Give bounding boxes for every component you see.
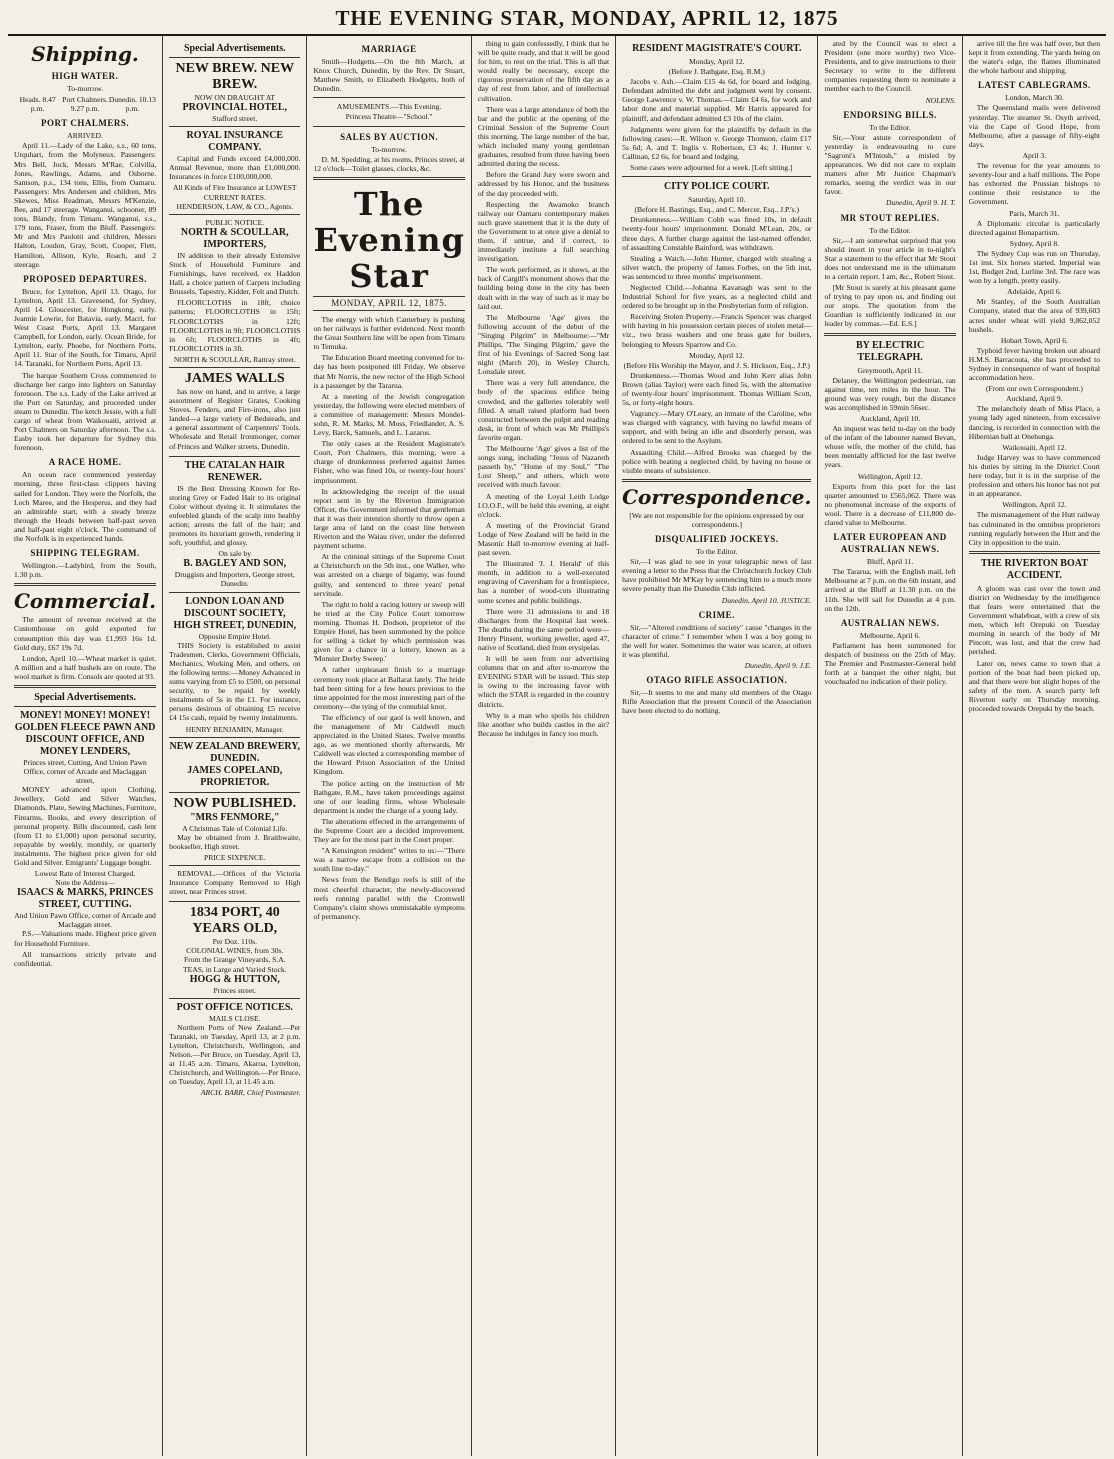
tide-port: Port Chalmers. 9.27 p.m.: [62, 95, 108, 114]
james-walls-text: has now on hand, and to arrive, a large assortment of Register Grates, Cooking Stoves, Fenders, and Fire-irons, also just landed—a large variety of Bedsteads, and a general assortment of Carpenters' Tools. Wholesale and Retail Ironmonger, corner of Princes and Walker streets, Dunedin.: [169, 386, 301, 451]
col4-p2: There was a large attendance of both the bar and the public at the opening of the Criminal Session of the Supreme Court this morning. The large number of the bar, which included many young gentleman graduates, resulted from three having been admitted during the recess.: [477, 104, 610, 169]
crime-sign: Dunedin, April 9. J.E.: [744, 660, 812, 670]
fenmore-sub: A Christmas Tale of Colonial Life.: [182, 823, 288, 833]
endorsing-text: Sir,—Your astute correspondent of yesterday is endeavouring to cure "Sagroni's M'Intosh," a misled by appearances. We did not care to explain matters after Mr Justice Chapman's remarks, seeing the verdict was in our favor.: [824, 132, 956, 197]
london-loan-sub: Opposite Empire Hotel.: [198, 631, 271, 641]
waikouaiti-date: Waikouaiti, April 12.: [1002, 442, 1067, 452]
royal-agents: HENDERSON, LAW, & CO., Agents.: [176, 201, 294, 211]
masthead-title: THE EVENING STAR, MONDAY, APRIL 12, 1875: [335, 6, 839, 30]
london-loan-text: THIS Society is established to assist Tradesmen, Clerks, Government Officials, Mechanics, Working Men, and others, on the following terms:—Money Advanced in sums varying from £5 to £500, on personal security, to be repaid by weekly instalments of 5s in the £1. For instance, persons desirous of obtaining £5 receive £4 15s cash, repaid by twenty instalments.: [169, 640, 301, 723]
fenmore-title: "MRS FENMORE,": [190, 811, 280, 823]
race-heading: A RACE HOME.: [48, 457, 122, 468]
stafford-street: Stafford street.: [212, 114, 258, 124]
rm-date: Monday, April 12.: [688, 57, 745, 66]
jockeys-text: Sir,—I was glad to see in your telegraphic news of last evening a letter to the Press that the Christchurch Jockey Club have prohibited Mr M'Kay by sentencing him to a much more severe penalty than the Dunedin Club inflicted.: [622, 557, 812, 594]
floorcloths: FLOORCLOTHS in 18ft, choice patterns; FLOORCLOTHS in 15ft; FLOORCLOTHS in 12ft; FLOORCLOTHS in 9ft; FLOORCLOTHS in 6ft; FLOORCLOTHS in 4ft; FLOORCLOTHS in 3ft.: [169, 298, 301, 353]
auckland-date: Auckland, April 10.: [859, 414, 921, 423]
mails-close: MAILS CLOSE.: [209, 1013, 261, 1023]
april3-date: April 3.: [1022, 150, 1047, 160]
hogg-address: Princes street.: [213, 985, 257, 995]
ps-text: P.S.—Valuations made. Highest price given for Household Furniture.: [14, 929, 157, 948]
sydney-text: The Sydney Cup was run on Thursday, 1st inst. Six horses started. Imperial was 1st, Budget 2nd, Lurline 3rd. The race was won by a length, pretty easily.: [968, 248, 1101, 286]
brewery-title: NEW ZEALAND BREWERY, DUNEDIN.: [169, 740, 301, 764]
melbourne-date: Melbourne, April 6.: [859, 630, 921, 640]
london-loan-title: LONDON LOAN AND DISCOUNT SOCIETY, HIGH STREET, DUNEDIN,: [173, 595, 297, 631]
colonial-wines: COLONIAL WINES, from 30s.: [186, 946, 284, 956]
hogg-hutton-ad: [169, 901, 300, 997]
london-text: The Queensland mails were delivered yesterday. The steamer St. Osyth arrived, via the Cape of Good Hope, from Melbourne, after a passage of fifty-eight days.: [968, 103, 1101, 149]
city-text-3: Neglected Child.—Johanna Kavanagh was sent to the Industrial School for five years, as a neglected child and ordered to be brought up in the Presbyterian form of religion.: [622, 282, 812, 311]
fenmore-ad: [169, 792, 300, 865]
special-ads-heading: Special Advertisements.: [34, 691, 136, 703]
endorsing-heading: ENDORSING BILLS.: [843, 109, 937, 120]
riverton-text: A gloom was cast over the town and district on Wednesday by the intelligence that fears were entertained that the Government whaleboat, with a crew of six men, which left Orepuki on Tuesday morning in search of the body of Mr Pincott, was lost, and that the crew had perished.: [968, 583, 1101, 657]
col4-p12: There were 31 admissions to and 18 discharges from the Hospital last week. The deaths during the same period were—Henry Pinsent, working jeweller, aged 47, native of Scotland, died from erysipelas.: [477, 606, 610, 652]
tide-dunedin: Dunedin. 10.13 p.m.: [108, 95, 156, 114]
bagley-address: Druggists and Importers, George street, Dunedin.: [174, 570, 295, 589]
telegraph-heading: BY ELECTRIC TELEGRAPH.: [855, 339, 925, 363]
north-scoullar-ad: [169, 214, 300, 367]
james-walls-title: JAMES WALLS: [184, 370, 285, 386]
riverton-heading: THE RIVERTON BOAT ACCIDENT.: [980, 557, 1088, 581]
removal-text: REMOVAL.—Offices of the Victoria Insurance Company Removed to High street, near Princes street.: [169, 868, 301, 897]
leader-5: In acknowledging the receipt of the usual report sent in by the Riverton Immigration Officer, the Government informed that gentleman that it was their intention shortly to throw open a large area of land on the coast line between Riverton and the Waiau river, under the deferred payment scheme.: [313, 486, 465, 551]
jockeys-to-editor: To the Editor.: [696, 547, 738, 557]
monday-before: (Before His Worship the Mayor, and J. S. Hickson, Esq., J.P.): [623, 360, 810, 370]
confidential-text: All transactions strictly private and confidential.: [14, 949, 157, 968]
post-office-ad: [169, 998, 300, 1101]
rifle-heading: OTAGO RIFLE ASSOCIATION.: [646, 675, 788, 686]
bluff-date: Bluff, April 11.: [866, 557, 914, 567]
brewery-ad: [169, 737, 300, 792]
leader-6: At the criminal sittings of the Supreme Court at Christchurch on the 5th inst., one Walker, who was arrested on a charge of bigamy, was found guilty, and sentenced to three years' penal servitude.: [313, 552, 465, 598]
sales-heading: SALES BY AUCTION.: [340, 131, 439, 142]
rm-text-2: Judgments were given for the plaintiffs by default in the following cases:—R. Wilson v. George Thomson, claim £17 5s 6d; A. and T. Inglis v. Robertson, £3 4s; J. Hunter v. Callinan, £2 6s, for board and lodging.: [622, 124, 812, 161]
wellington2-date: Wellington, April 12.: [1002, 500, 1067, 510]
rm-court-heading: RESIDENT MAGISTRATE'S COURT.: [632, 43, 802, 54]
city-police-heading: CITY POLICE COURT.: [664, 181, 770, 193]
monday-date: Monday, April 12.: [688, 350, 745, 360]
shipping-heading: Shipping.: [31, 42, 139, 66]
royal-text: Capital and Funds exceed £4,000,000. Annual Revenue, more than £1,000,000. Insurances in force £100,000,000.: [169, 154, 301, 182]
arrivals-text: April 11.—Lady of the Lake, s.s., 60 tons, Urquhart, from the Molyneux. Passengers: Mrs Bell, Jock, Messrs M'Rae, Colvilla, Jones, Rawlings, Adams, and Osborne. Samson, p.s., 134 tons, Ellis, from Oamaru. Passengers: Mrs Andersen and children, Mrs Skewes, Miss Readman, Messrs M'Kenzie, Bee, and 17 steerage. Wanganui, schooner, 89 tons, Blandy, from Timaru. Wanganui, s.s., 179 tons, Fraser, from the Bluff. Passengers: Mr and Mrs Paolotti and children, Messrs Halton, Loudon, Gray, Scott, Cooper, Flett, Hamilton, Allison, Kyle, Roach, and 2 steerage.: [14, 141, 157, 269]
wellington-date: Wellington, April 12.: [857, 471, 923, 481]
auck-text: The melancholy death of Miss Place, a young lady aged nineteen, from excessive dancing, is recorded in connection with the Hibernian ball at Onehunga.: [968, 404, 1101, 441]
bluff-text: The Tararua, with the English mail, left Melbourne at 7 p.m. on the 6th instant, and arrived at the Bluff at 11.30 p.m. on the 11th. She will sail for Dunedin at 4 p.m. on the 12th.: [824, 567, 956, 613]
royal-insurance-ad: [169, 126, 300, 214]
catalan-title: THE CATALAN HAIR RENEWER.: [184, 459, 285, 483]
port-chalmers-heading: PORT CHALMERS.: [41, 118, 130, 129]
rifle-text: Sir,—It seems to me and many old members of the Otago Rifle Association that the present Council of the Association have been elected to do nothing.: [622, 688, 812, 716]
leader-8: A rather unpleasant finish to a marriage ceremony took place at Ballarat lately. The bride had been sitting for a few hours previous to the time appointed for the most interesting part of the ceremony—the tying of the connubial knot.: [313, 665, 465, 711]
leader-7: The right to hold a racing lottery or sweep will be tried at the City Police Court tomorrow morning. Thomas H. Dodson, proprietor of the Empire Hotel, has been summoned by the police for selling a ticket by which permission was given for a chance in a lottery, known as a 'Monster Derby Sweep.': [313, 599, 465, 664]
australian-heading: AUSTRALIAN NEWS.: [840, 617, 940, 628]
later-news-heading: LATER EUROPEAN AND AUSTRALIAN NEWS.: [833, 532, 947, 555]
new-brew-title: NEW BREW. NEW BREW.: [175, 61, 295, 92]
mails-text: Northern Ports of New Zealand.—Per Taranaki, on Tuesday, April 13, at 2 p.m. Lyttelton, Christchurch, Wellington, and Nelson.—Per Bruce, on Tuesday, April 13, at 11.45 a.m. Timaru, Akaroa, Lyttelton, Christchurch, and Wellington.—Per Bruce, on Tuesday, April 13, at 11.45 a.m.: [169, 1022, 301, 1087]
sales-text: D. M. Spedding, at his rooms, Princes street, at 12 o'clock—Toilet glasses, clocks, &c.: [313, 154, 465, 173]
col4-p13: It will be seen from our advertising columns that on and after to-morrow the EVENING STAR will be issued. This step is owing to the increasing favor with which the STAR is regarded in the country districts.: [477, 654, 610, 709]
monday-text-2: Vagrancy.—Mary O'Leary, an inmate of the Caroline, who was charged with vagrancy, with having no lawful means of support, and with being an idle and disorderly person, was ordered to be sent to the Asylum.: [622, 409, 812, 446]
leader-4: The only cases at the Resident Magistrate's Court, Port Chalmers, this morning, were a charge of drunkenness preferred against James Fisher, who was fined 10s, or twenty-four hours' imprisonment.: [313, 439, 465, 485]
jockeys-sign: Dunedin, April 10. JUSTICE.: [721, 595, 812, 605]
column-7: [963, 36, 1106, 1456]
column-5: [616, 36, 818, 1456]
stout-text: Sir,—I am somewhat surprised that you should insert in your article in to-night's Star a statement to the effect that Mr Stout does not understand me in the ultimatum to a certain report. I am, &c., Robert Stout.: [824, 235, 956, 281]
telegram-text: Wellington.—Ladybird, from the South, 1.30 p.m.: [14, 561, 157, 580]
cablegrams-heading: LATEST CABLEGRAMS.: [978, 80, 1091, 91]
teas-line: TEAS, in Large and Varied Stock.: [182, 964, 287, 974]
grange-vineyards: From the Grange Vineyards, S.A.: [183, 955, 286, 965]
adelaide-text: Mr Stanley, of the South Australian Company, stated that the area of 939,603 acres under wheat will yield 9,862,052 bushels.: [968, 297, 1101, 334]
rm-before: (Before J. Bathgate, Esq. R.M.): [668, 67, 765, 77]
golden-fleece-ad: [14, 706, 156, 973]
draught-line: NOW ON DRAUGHT AT: [194, 93, 276, 102]
column-3: [307, 36, 471, 1456]
sydney-date: Sydney, April 8.: [1009, 238, 1060, 248]
royal-text-2: All Kinds of Fire Insurance at LOWEST CURRENT RATES.: [172, 183, 297, 202]
city-text-4: Receiving Stolen Property.—Francis Spencer was charged with having in his possession certain pieces of stolen metal—viz., two brass washers and one brass gate for boilers, belonging to Messrs Sparrow and Co.: [622, 312, 812, 349]
arrived-label: ARRIVED.: [67, 131, 103, 141]
per-doz: Per Doz. 110s.: [212, 937, 257, 947]
newspaper-flag: The Evening Star: [313, 184, 465, 295]
marriage-heading: MARRIAGE: [361, 44, 417, 54]
catalan-sale: On sale by: [218, 549, 252, 559]
catalan-ad: [169, 456, 300, 592]
marriage-text: Smith—Hodgetts.—On the 8th March, at Knox Church, Dunedin, by the Rev. Dr Stuart, Matthew Smith, to Elizabeth Hodgetts, both of Dunedin.: [313, 57, 465, 94]
golden-fleece-address: Princes street, Cutting, And Union Pawn Office, corner of Arcade and Maclaggan street,: [23, 757, 147, 786]
shipping-news: The barque Southern Cross commenced to discharge her cargo into lighters on Saturday forenoon. The s.s. Lady of the Lake arrived at the Port on Saturday, and proceeded under steam to Dunedin. The ketch Jessie, with a full cargo of wheat from Waikouaiti, arrived at Port Chalmers on Saturday afternoon. The s.s. Easby took her departure for Sydney this forenoon.: [14, 370, 157, 453]
princess-theatre: Princess Theatre—"School.": [345, 112, 433, 122]
leader-11: The alterations effected in the arrangements of the Supreme Court are a decided improvement. They are for the most part in the Court proper.: [313, 816, 465, 845]
stout-heading: MR STOUT REPLIES.: [840, 212, 940, 223]
col4-p4: Respecting the Awamoko branch railway our Oamaru contemporary makes such grave statement that it is the duty of the Government to at once give a denial to them, if untrue, and if correct, to immediately institute a full searching investigation.: [477, 199, 610, 264]
isaacs-marks: ISAACS & MARKS, PRINCES STREET, CUTTING.: [17, 887, 154, 911]
riverton-text-2: Later on, news came to town that a portion of the boat had been picked up, and that there were but slight hopes of the safety of the men. A search party left Riverton early on Thursday morning, proceeded towards Orepuki by the beach.: [968, 658, 1101, 713]
leader-12: "A Kensington resident" writes to us:—"There was a narrow escape from a collision on the south line to-day.": [313, 846, 465, 874]
col4-p10: A meeting of the Provincial Grand Lodge of New Zealand will be held in the Masonic Hall to-morrow evening at half-past seven.: [477, 520, 610, 558]
leader-13: News from the Bendigo reefs is still of the most cheerful character, the newly-discovered reefs running parallel with the Cromwell Company's claim shows unmistakable symptoms of permanency.: [313, 875, 465, 921]
column-6: [818, 36, 962, 1456]
endorsing-to: To the Editor.: [869, 122, 911, 132]
mails-sign: ARCH. BARR, Chief Postmaster.: [200, 1088, 301, 1098]
new-brew-ad: [169, 57, 300, 126]
removal-ad: [169, 865, 300, 901]
masthead: [8, 4, 1106, 36]
note-address: Note the Address—: [55, 878, 116, 888]
april3-text: The revenue for the year amounts to seventy-four and a half millions. The Pope has exhorted the Prussian bishops to continue their resistance to the Government.: [968, 161, 1101, 207]
london-date: London, March 30.: [1005, 93, 1064, 103]
departures-heading: PROPOSED DEPARTURES.: [23, 273, 147, 284]
now-published: NOW PUBLISHED.: [173, 795, 297, 811]
port-wine: 1834 PORT, 40 YEARS OLD,: [189, 905, 280, 937]
london-loan-sign: HENRY BENJAMIN, Manager.: [185, 724, 284, 734]
wellington2-text: The mismanagement of the Hutt railway has culminated in the omnibus proprietors running regularly between the Hutt and the City in opposition to the train.: [968, 510, 1101, 547]
city-date: Saturday, April 10.: [688, 195, 746, 205]
greymouth-text: Delaney, the Wellington pedestrian, ran against time, ten miles in the hour. The ground was very rough, but the distance was accomplished in 59min 56sec.: [824, 375, 956, 412]
tide-heads: Heads. 8.47 p.m.: [19, 95, 56, 114]
departures-text: Bruce, for Lyttelton, April 13. Otago, for Lyttelton, April 13. Gravesend, for Sydney, April 14. Gloucester, for Hongkong, early. Jeannie Lowrie, for Batavia, early. Macri, for West Coast Ports, April 13. Margaret Campbell, for London, early. Ocean Bride, for Lyttelton, early. Phoebe, for Northern Ports, April 11. Star of the South, for Timaru, April 14. Taranaki, for Northern Ports, April 13.: [14, 286, 157, 369]
edition-date: MONDAY, APRIL 12, 1875.: [313, 296, 464, 311]
nolens-sign: NOLENS.: [925, 95, 956, 105]
monday-text: Drunkenness.—Thomas Wood and John Kerr alias John Brown (alias Taylor) were each fined 5s, with the alternative of twenty-four hours' imprisonment. Thomas William Scott, 5s, or forty-eight hours.: [622, 370, 812, 408]
monday-text-3: Assaulting Child.—Alfred Brooks was charged by the police with beating a neglected child, by having no house or visible means of subsistence.: [622, 447, 812, 475]
col4-p9: A meeting of the Loyal Leith Lodge I.O.O.F., will be held this evening, at eight o'clock.: [477, 491, 610, 519]
commercial-text: The amount of revenue received at the Customhouse on gold exported for consumption this day was £1,993 16s 1d. Gold duty, £67 19s 7d.: [14, 615, 157, 652]
amusements-heading: AMUSEMENTS.—This Evening.: [336, 102, 442, 112]
paris-date: Paris, March 31.: [1009, 208, 1060, 218]
col6-p1: ated by the Council was to elect a President (one more worthy) two Vice-Presidents, and to give instructions to their Secretary to write to the different companies requesting them to nominate a member each to the Council.: [824, 39, 956, 94]
wellington-text: Exports from this port for the last quarter amounted to £565,062. There was no phenomenal increase of the exports of wool. There is a decrease of £11,800 de-clared value to Melbourne.: [824, 481, 956, 528]
fenmore-price: PRICE SIXPENCE.: [203, 852, 266, 862]
col4-p11: The Illustrated 'J. J. Herald' of this month, in addition to a well-executed engraving of Caversham for a frontispiece, has a number of wood-cuts illustrating some scenes and public buildings.: [477, 559, 610, 605]
waikouaiti-text: Judge Harvey was to have commenced his duties by sitting in the District Court here today, but it is in the surprise of the profession and others his honor has not put in an appearance.: [968, 452, 1101, 499]
high-water-heading: HIGH WATER.: [51, 71, 119, 81]
fenmore-text: May be obtained from J. Braithwaite, bookseller, High street.: [169, 832, 301, 851]
adelaide-date: Adelaide, April 6.: [1007, 287, 1062, 297]
commercial-text-2: London, April 10.—Wheat market is quiet. A million and a half bushels are on route. The wool market is firm. Consols are quoted at 93.: [14, 653, 157, 681]
column-1: [8, 36, 163, 1456]
col4-p7: There was a very full attendance, the body of the spacious edifice being crowded, and the galleries tolerably well filled. A small raised platform had been constructed between the pulpit and reading desk, in front of which was Mr Phillips's favorite organ.: [477, 378, 610, 442]
jockeys-heading: DISQUALIFIED JOCKEYS.: [655, 534, 779, 545]
telegram-heading: SHIPPING TELEGRAM.: [30, 548, 140, 559]
royal-title: ROYAL INSURANCE COMPANY.: [186, 130, 284, 154]
isaacs-address: And Union Pawn Office, corner of Arcade and Maclaggan street.: [14, 911, 156, 930]
col4-p1: thing to gain confessedly, I think that he will be quite ready, and that it will be good for him, to rest on the trial. This is all that would really be necessary, except the rigorous preservation of the fifth day as a day of rest from labor, and of intellectual cultivation.: [477, 39, 610, 103]
provincial-hotel: PROVINCIAL HOTEL,: [182, 102, 288, 114]
stout-text-2: [Mr Stout is surely at his pleasant game of trying to pay upon us, and finding out our stops. The quotation from the Guardian is sufficiently indicated in our leader by commas.—Ed. E.S.]: [824, 283, 956, 329]
special-ads-heading-2: Special Advertisements.: [183, 43, 286, 54]
hobart-date: Hobart Town, April 6.: [1000, 335, 1068, 345]
columns: [8, 36, 1106, 1456]
leader-10: The police acting on the instruction of Mr Bathgate, R.M., have taken proceedings against one of our leading firms, whose Wholesale department is under the charge of a young lady.: [313, 778, 465, 815]
leader-3: At a meeting of the Jewish congregation yesterday, the following were elected members of a committee of management: Messrs Mondel-sohn, R. M. Marks, M. Moss, Friedlander, A. S. Levy, Barck, Samuels, and L. Lazarus.: [313, 391, 465, 438]
rm-text-3: Some cases were adjourned for a week. [Left sitting.]: [630, 163, 793, 173]
crime-heading: CRIME.: [698, 609, 735, 620]
public-notice: PUBLIC NOTICE.: [205, 217, 265, 227]
post-office-title: POST OFFICE NOTICES.: [176, 1001, 293, 1013]
greymouth-date: Greymouth, April 11.: [857, 365, 923, 375]
golden-fleece-name: GOLDEN FLEECE PAWN AND DISCOUNT OFFICE, AND MONEY LENDERS,: [14, 721, 156, 757]
leader-1: The energy with which Canterbury is pushing on her railways is further evidenced. Next month the Great Southern line will be open from Timaru to Temuka.: [313, 314, 465, 352]
commercial-heading: Commercial.: [14, 589, 157, 614]
endorsing-sign: Dunedin, April 9. H. T.: [885, 198, 956, 208]
city-before: (Before H. Bastings, Esq., and C. Mercer, Esq., J.P.'s.): [634, 205, 800, 215]
golden-fleece-text: MONEY advanced upon Clothing, Jewellery, Gold and Silver Watches, Diamonds, Plate, Sewing Machines, Furniture, Firearms, Books, and every description of personal property. Bills discounted, cash lent (from £1 to £1,000) upon personal security, repayable by weekly, monthly, or quarterly instalments. The highest price given for old Gold and Silver. Emigrants' Luggage bought.: [14, 785, 157, 867]
money-headline: MONEY! MONEY! MONEY!: [20, 709, 151, 721]
lowest-rate: Lowest Rate of Interest Charged.: [34, 869, 136, 879]
north-scoullar-sign: NORTH & SCOULLAR, Rattray street.: [173, 354, 296, 364]
race-text: An ocean race commenced yesterday morning, three first-class clippers having sailed for London. They were the Norfolk, the Loch Maree, and the Hesperus, and they had an admirable start, with a steady breeze through the Heads between half-past seven and half-past eight o'clock. The command of the Norfolk is in experienced hands.: [14, 470, 157, 544]
col4-p5: The work performed, as it shows, at the back of Cargill's monument shows that the building being done in the city has been dealt with in the way of such as it may be laid out.: [477, 265, 610, 311]
auck-date: Auckland, April 9.: [1006, 394, 1063, 404]
sales-tomorrow: To-morrow.: [371, 144, 408, 154]
column-4: [472, 36, 616, 1456]
bagley-name: B. BAGLEY AND SON,: [183, 558, 287, 570]
copeland-name: JAMES COPELAND, PROPRIETOR.: [187, 764, 283, 788]
col4-p8: The Melbourne 'Age' gives a list of the songs sung, including "Jesus of Nazareth passeth by," "Home of my Soul," "The Lost Sheep," and others, which were received with much favour.: [477, 444, 610, 490]
rm-text: Jacobs v. Ash.—Claim £15 4s 6d, for board and lodging. Defendant admitted the debt and judgment went by consent. George Lawrence v. W. Thomas.—Claim £4 6s, for work and labor done and material supplied. Mr Harris appeared for plaintiff, and defendant admitted £3 10s of the claim.: [622, 77, 812, 123]
col4-p14: Why is a man who spoils his children like another who builds castles in the air? Because he indulges in fancy too much.: [477, 710, 610, 738]
col4-p3: Before the Grand Jury were sworn and addressed by his Honor, and the business of the day proceeded with.: [477, 170, 610, 198]
col4-p6: The Melbourne 'Age' gives the following account of the debut of the "Singing Pilgrim" in Melbourne:—"Mr Phillips, 'The Singing Pilgrim,' gave the first of his Evenings of Sacred Song last night (March 20), in Wesley Church, Lonsdale street.: [477, 312, 610, 377]
correspondence-note: [We are not responsible for the opinions expressed by our correspondents.]: [629, 510, 805, 529]
london-loan-ad: [169, 592, 300, 737]
melbourne-text: Parliament has been summoned for despatch of business on the 25th of May. The Premier and Postmaster-General held forth at a banquet the other night, but vouchsafed no indication of their policy.: [824, 640, 956, 687]
city-text-2: Stealing a Watch.—John Hunter, charged with stealing a silver watch, the property of James Forbes, on the 5th inst, was sentenced to three months' imprisonment.: [622, 253, 812, 281]
north-scoullar-text: IN addition to their already Extensive Stock of Household Furniture and Furnishings, have received, ex Haddon Hall, a choice pattern of Carpets including Brussels, Tapestry, Kidder, Felt and Dutch.: [169, 250, 301, 297]
leader-2: The Education Board meeting convened for to-day has been postponed till Friday. We observe that Mr Norris, the new rector of the High School is a passenger by the Tararua.: [313, 353, 465, 390]
stout-to: To the Editor.: [869, 225, 911, 235]
hogg-hutton-name: HOGG & HUTTON,: [189, 973, 280, 985]
james-walls-ad: [169, 367, 300, 456]
catalan-text: IS the Best Dressing Known for Re-storing Grey or Faded Hair to its original Color without dyeing it. It stimulates the enfeebled glands of the scalp into healthy action; arrests the fall of the hair; and promotes its luxuriant growth, rendering it soft, youthful, and glossy.: [169, 483, 301, 548]
north-scoullar-title: NORTH & SCOULLAR, IMPORTERS,: [180, 226, 289, 250]
column-2: [163, 36, 307, 1456]
tide-table: [14, 95, 156, 113]
correspondence-heading: Correspondence.: [622, 484, 812, 509]
leader-9: The efficiency of our gaol is well known, and the management of Mr Caldwell much appreciated in the United States. Twelve months ago, as we mentioned shortly afterwards, Mr Caldwell was elected a corresponding member of the Howard Prison Association of the United Kingdom.: [313, 712, 465, 777]
hobart-text: Typhoid fever having broken out aboard H.M.S. Barracouta, she has proceeded to Sydney in consequence of want of hospital accommodation here.: [968, 345, 1101, 383]
tomorrow-label: To-morrow.: [67, 84, 104, 93]
col7-p1: arrive till the fire was half over, but then kept it from extending. The yards being on the water's edge, the flames illuminated the whole harbour and shipping.: [968, 39, 1101, 76]
city-text: Drunkenness.—William Cobb was fined 10s, in default twenty-four hours' imprisonment. Donald M'Lean, 20s, or three days. A further charge against the last-named offender, of assaulting Constable Bainford, was withdrawn.: [622, 215, 812, 252]
auckland-text: An inquest was held to-day on the body of the infant of the labourer named Bevan, whose wife, the mother of the child, has been mentally afflicted for the last twelve years.: [824, 424, 956, 470]
paris-text: A Diplomatic circular is particularly directed against Bonapartism.: [968, 218, 1101, 237]
crime-text: Sir,—"Altered conditions of society" cause "changes in the character of crime." I remember when I was a boy going to the well for water. Sometimes the water was scarce, at others it was plentiful.: [622, 622, 812, 659]
own-correspondent: (From our own Correspondent.): [985, 384, 1083, 394]
